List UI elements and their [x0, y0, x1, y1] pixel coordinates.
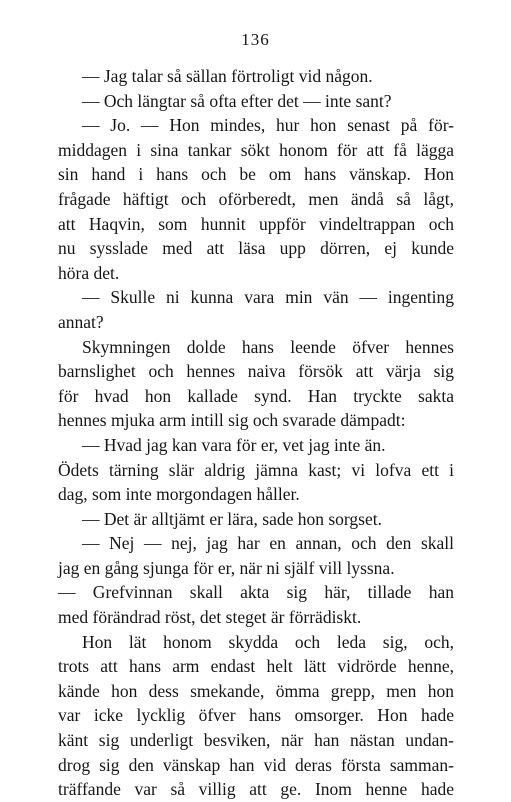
text-line: med förändrad röst, det steget är förrädiskt. — [58, 607, 362, 628]
text-line: — Och längtar så ofta efter det — inte sant? — [82, 90, 392, 111]
text-line: — Nej — nej, jag har en annan, och den skall — [82, 533, 454, 554]
page-number: 136 — [241, 30, 270, 49]
text-line: kände hon dess smekande, ömma grepp, men hon — [58, 680, 454, 701]
text-line: frågade häftigt och oförberedt, men ändå så lågt, — [58, 188, 454, 209]
text-line: träffande var så villig att ge. Inom henne hade — [58, 779, 454, 800]
text-line: drog sig den vänskap han vid deras första samman- — [58, 754, 454, 775]
text-line: — Hvad jag kan vara för er, vet jag inte än. — [82, 434, 386, 455]
text-line: sin hand i hans och be om hans vänskap. Hon — [58, 164, 454, 185]
text-line: — Skulle ni kunna vara min vän — ingenting — [82, 287, 454, 308]
text-line: för hvad hon kallade synd. Han tryckte sakta — [58, 385, 454, 406]
text-line: middagen i sina tankar sökt honom för att få lägga — [58, 139, 454, 160]
text-line: känt sig underligt besviken, när han nästan undan- — [58, 730, 454, 751]
text-line: annat? — [58, 311, 104, 332]
body-text — [58, 64, 454, 802]
text-line: att Haqvin, som hunnit uppför vindeltrappan och — [58, 213, 454, 234]
text-line: dag, som inte morgondagen håller. — [58, 484, 300, 505]
text-line: Hon lät honom skydda och leda sig, och, — [82, 631, 454, 652]
text-line: jag en gång sjunga för er, när ni själf vill lyssna. — [58, 557, 395, 578]
text-line: — Grefvinnan skall akta sig här, tillade han — [58, 582, 454, 603]
text-line: — Jo. — Hon mindes, hur hon senast på för- — [82, 115, 454, 136]
text-line: Ödets tärning slär aldrig jämna kast; vi lofva ett i — [58, 459, 454, 480]
text-line: hennes mjuka arm intill sig och svarade dämpadt: — [58, 410, 406, 431]
text-line: trots att hans arm endast helt lätt vidrörde henne, — [58, 656, 454, 677]
text-line: höra det. — [58, 262, 120, 283]
text-line: nu sysslade med att läsa upp dörren, ej kunde — [58, 238, 454, 259]
text-line: — Jag talar så sällan förtroligt vid någon. — [82, 66, 373, 86]
text-line: — Det är alltjämt er lära, sade hon sorgset. — [82, 508, 382, 529]
text-line: Skymningen dolde hans leende öfver hennes — [82, 336, 454, 357]
text-line: var icke lycklig öfver hans omsorger. Hon hade — [58, 705, 454, 726]
text-line: barnslighet och hennes naiva försök att värja sig — [58, 361, 454, 382]
